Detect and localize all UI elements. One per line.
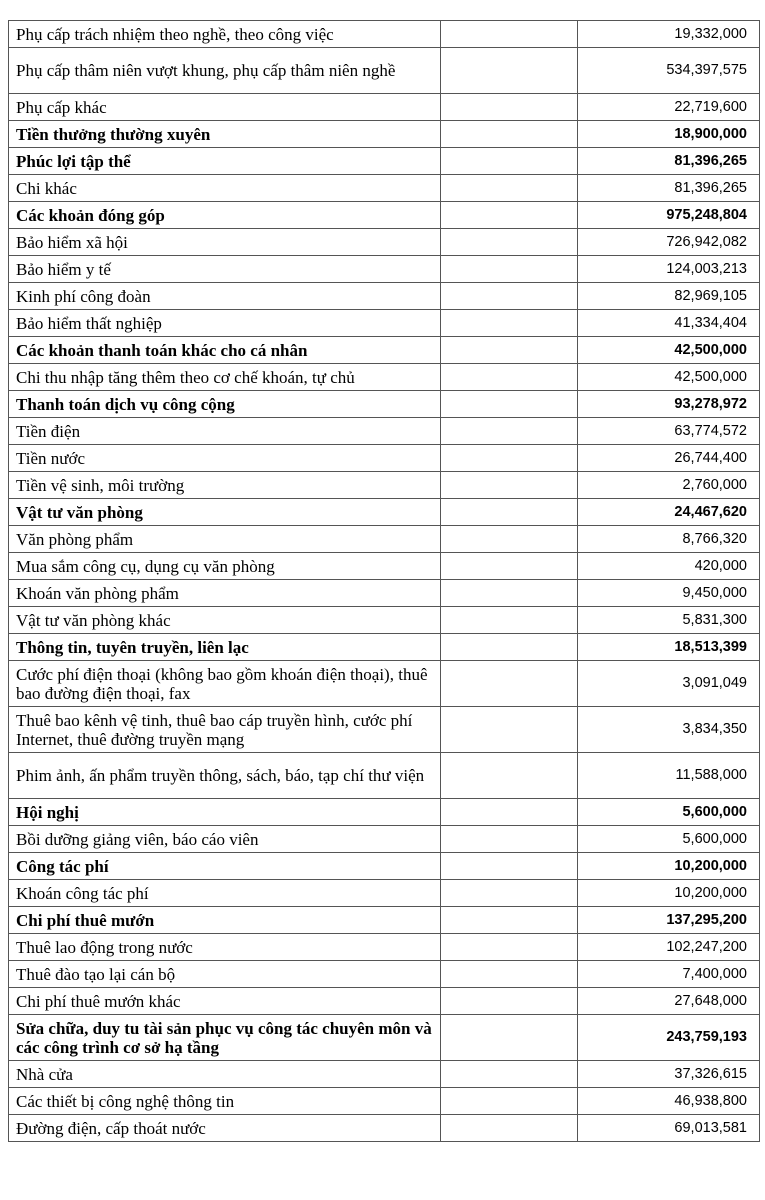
table-row [9, 256, 760, 283]
row-amount: 3,834,350 [578, 707, 760, 753]
table-row [9, 661, 760, 707]
row-amount: 24,467,620 [578, 499, 760, 526]
table-row [9, 988, 760, 1015]
row-amount: 42,500,000 [578, 364, 760, 391]
row-empty-cell [441, 175, 578, 202]
row-empty-cell [441, 580, 578, 607]
table-row [9, 21, 760, 48]
table-row [9, 94, 760, 121]
table-group-row [9, 202, 760, 229]
row-amount: 8,766,320 [578, 526, 760, 553]
row-empty-cell [441, 337, 578, 364]
row-empty-cell [441, 121, 578, 148]
row-amount: 46,938,800 [578, 1088, 760, 1115]
row-item-name: Chi phí thuê mướn [9, 907, 441, 934]
row-empty-cell [441, 94, 578, 121]
table-row [9, 1061, 760, 1088]
row-amount: 18,900,000 [578, 121, 760, 148]
row-empty-cell [441, 1061, 578, 1088]
row-empty-cell [441, 445, 578, 472]
table-group-row [9, 499, 760, 526]
row-amount: 137,295,200 [578, 907, 760, 934]
table-row [9, 707, 760, 753]
row-empty-cell [441, 48, 578, 94]
row-empty-cell [441, 907, 578, 934]
row-empty-cell [441, 418, 578, 445]
row-amount: 5,600,000 [578, 826, 760, 853]
row-item-name: Vật tư văn phòng [9, 499, 441, 526]
row-item-name: Nhà cửa [9, 1061, 441, 1088]
table-row [9, 310, 760, 337]
row-amount: 3,091,049 [578, 661, 760, 707]
row-empty-cell [441, 21, 578, 48]
table-row [9, 229, 760, 256]
table-row [9, 418, 760, 445]
row-amount: 42,500,000 [578, 337, 760, 364]
row-item-name: Phụ cấp khác [9, 94, 441, 121]
row-empty-cell [441, 707, 578, 753]
row-amount: 975,248,804 [578, 202, 760, 229]
row-empty-cell [441, 634, 578, 661]
table-row [9, 472, 760, 499]
row-amount: 81,396,265 [578, 175, 760, 202]
table-row [9, 880, 760, 907]
table-row [9, 1115, 760, 1142]
row-item-name: Thanh toán dịch vụ công cộng [9, 391, 441, 418]
row-item-name: Bảo hiểm xã hội [9, 229, 441, 256]
row-amount: 5,600,000 [578, 799, 760, 826]
row-empty-cell [441, 1115, 578, 1142]
budget-table-body [9, 21, 760, 1142]
row-amount: 41,334,404 [578, 310, 760, 337]
row-empty-cell [441, 526, 578, 553]
row-empty-cell [441, 826, 578, 853]
table-row [9, 1088, 760, 1115]
row-amount: 534,397,575 [578, 48, 760, 94]
row-empty-cell [441, 310, 578, 337]
row-empty-cell [441, 1015, 578, 1061]
row-empty-cell [441, 880, 578, 907]
row-amount: 10,200,000 [578, 853, 760, 880]
row-item-name: Khoán công tác phí [9, 880, 441, 907]
row-amount: 9,450,000 [578, 580, 760, 607]
row-empty-cell [441, 799, 578, 826]
row-empty-cell [441, 607, 578, 634]
row-item-name: Tiền nước [9, 445, 441, 472]
table-row [9, 580, 760, 607]
row-item-name: Kinh phí công đoàn [9, 283, 441, 310]
row-amount: 11,588,000 [578, 753, 760, 799]
table-row [9, 526, 760, 553]
table-group-row [9, 148, 760, 175]
row-item-name: Công tác phí [9, 853, 441, 880]
row-amount: 93,278,972 [578, 391, 760, 418]
row-item-name: Chi khác [9, 175, 441, 202]
row-item-name: Chi thu nhập tăng thêm theo cơ chế khoán, tự chủ [9, 364, 441, 391]
row-empty-cell [441, 934, 578, 961]
row-item-name: Phim ảnh, ấn phẩm truyền thông, sách, báo, tạp chí thư viện [9, 753, 441, 799]
row-amount: 124,003,213 [578, 256, 760, 283]
row-empty-cell [441, 229, 578, 256]
row-item-name: Thuê lao động trong nước [9, 934, 441, 961]
row-item-name: Các khoản thanh toán khác cho cá nhân [9, 337, 441, 364]
row-empty-cell [441, 364, 578, 391]
row-item-name: Mua sắm công cụ, dụng cụ văn phòng [9, 553, 441, 580]
row-empty-cell [441, 961, 578, 988]
budget-table [8, 20, 760, 1142]
row-item-name: Cước phí điện thoại (không bao gồm khoán điện thoại), thuê bao đường điện thoại, fax [9, 661, 441, 707]
row-item-name: Khoán văn phòng phẩm [9, 580, 441, 607]
row-item-name: Bảo hiểm thất nghiệp [9, 310, 441, 337]
row-amount: 63,774,572 [578, 418, 760, 445]
table-group-row [9, 853, 760, 880]
row-amount: 27,648,000 [578, 988, 760, 1015]
row-amount: 2,760,000 [578, 472, 760, 499]
table-group-row [9, 799, 760, 826]
table-row [9, 175, 760, 202]
table-group-row [9, 337, 760, 364]
row-empty-cell [441, 391, 578, 418]
table-row [9, 48, 760, 94]
row-amount: 10,200,000 [578, 880, 760, 907]
row-amount: 82,969,105 [578, 283, 760, 310]
row-item-name: Bảo hiểm y tế [9, 256, 441, 283]
row-item-name: Hội nghị [9, 799, 441, 826]
table-row [9, 283, 760, 310]
row-item-name: Vật tư văn phòng khác [9, 607, 441, 634]
table-group-row [9, 634, 760, 661]
table-row [9, 961, 760, 988]
row-amount: 726,942,082 [578, 229, 760, 256]
row-amount: 420,000 [578, 553, 760, 580]
table-row [9, 445, 760, 472]
row-item-name: Tiền thưởng thường xuyên [9, 121, 441, 148]
table-row [9, 553, 760, 580]
row-item-name: Phụ cấp trách nhiệm theo nghề, theo công việc [9, 21, 441, 48]
row-item-name: Thuê đào tạo lại cán bộ [9, 961, 441, 988]
row-item-name: Bồi dưỡng giảng viên, báo cáo viên [9, 826, 441, 853]
table-row [9, 826, 760, 853]
row-item-name: Thuê bao kênh vệ tinh, thuê bao cáp truyền hình, cước phí Internet, thuê đường truyền mạng [9, 707, 441, 753]
row-empty-cell [441, 988, 578, 1015]
row-item-name: Tiền điện [9, 418, 441, 445]
row-item-name: Các khoản đóng góp [9, 202, 441, 229]
row-amount: 26,744,400 [578, 445, 760, 472]
row-empty-cell [441, 853, 578, 880]
row-empty-cell [441, 753, 578, 799]
row-amount: 81,396,265 [578, 148, 760, 175]
row-amount: 7,400,000 [578, 961, 760, 988]
row-item-name: Các thiết bị công nghệ thông tin [9, 1088, 441, 1115]
row-item-name: Thông tin, tuyên truyền, liên lạc [9, 634, 441, 661]
row-item-name: Văn phòng phẩm [9, 526, 441, 553]
row-empty-cell [441, 472, 578, 499]
row-item-name: Phúc lợi tập thể [9, 148, 441, 175]
row-amount: 102,247,200 [578, 934, 760, 961]
row-amount: 5,831,300 [578, 607, 760, 634]
row-empty-cell [441, 283, 578, 310]
row-amount: 18,513,399 [578, 634, 760, 661]
table-group-row [9, 907, 760, 934]
row-amount: 22,719,600 [578, 94, 760, 121]
row-empty-cell [441, 148, 578, 175]
table-group-row [9, 391, 760, 418]
row-amount: 19,332,000 [578, 21, 760, 48]
row-amount: 243,759,193 [578, 1015, 760, 1061]
row-empty-cell [441, 256, 578, 283]
row-item-name: Đường điện, cấp thoát nước [9, 1115, 441, 1142]
table-row [9, 364, 760, 391]
row-empty-cell [441, 499, 578, 526]
row-amount: 69,013,581 [578, 1115, 760, 1142]
row-amount: 37,326,615 [578, 1061, 760, 1088]
table-row [9, 607, 760, 634]
row-item-name: Chi phí thuê mướn khác [9, 988, 441, 1015]
table-row [9, 934, 760, 961]
row-item-name: Phụ cấp thâm niên vượt khung, phụ cấp thâm niên nghề [9, 48, 441, 94]
row-item-name: Sửa chữa, duy tu tài sản phục vụ công tác chuyên môn và các công trình cơ sở hạ tầng [9, 1015, 441, 1061]
row-empty-cell [441, 1088, 578, 1115]
table-row [9, 753, 760, 799]
row-item-name: Tiền vệ sinh, môi trường [9, 472, 441, 499]
table-group-row [9, 1015, 760, 1061]
row-empty-cell [441, 202, 578, 229]
table-group-row [9, 121, 760, 148]
row-empty-cell [441, 553, 578, 580]
row-empty-cell [441, 661, 578, 707]
